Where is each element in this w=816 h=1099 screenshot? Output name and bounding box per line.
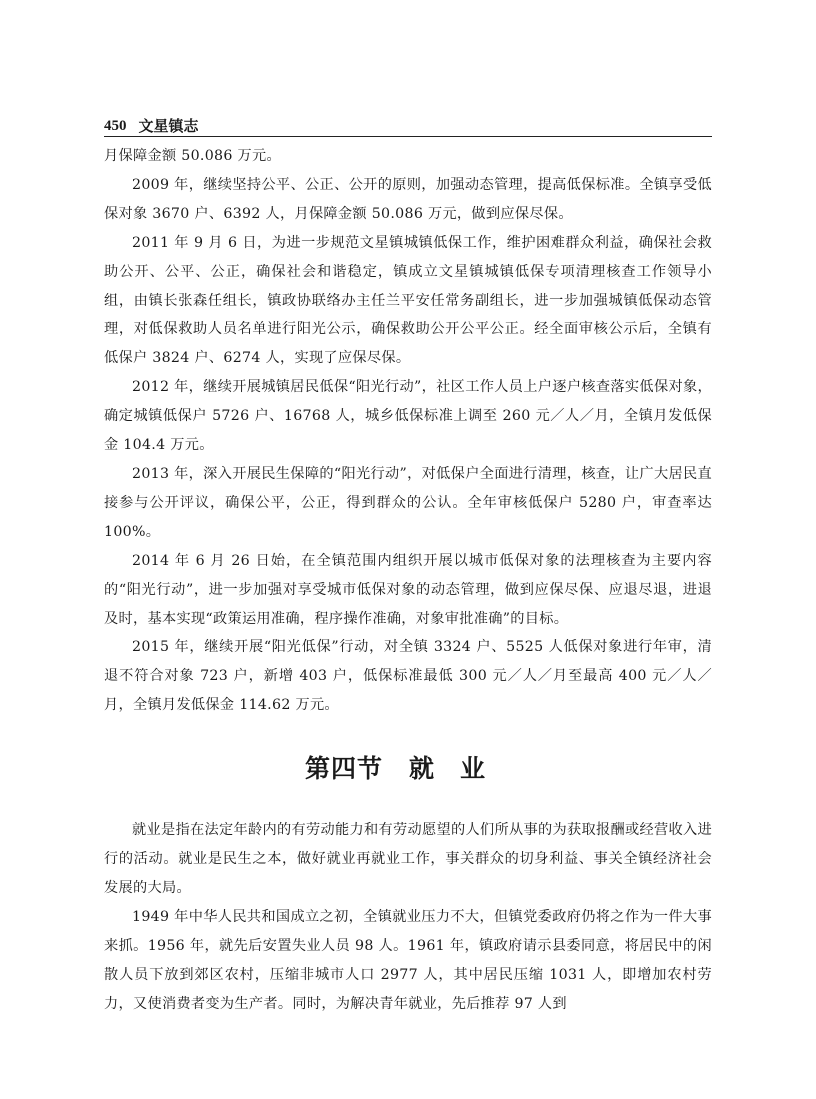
section-number: 第四节 xyxy=(304,754,383,784)
section-heading xyxy=(104,752,712,786)
paragraph: 2014 年 6 月 26 日始，在全镇范围内组织开展以城市低保对象的法理核查为主要内容的“阳光行动”，进一步加强对享受城市低保对象的动态管理，做到应保尽保、应退尽退，进退及时，基本实现“政策运用准确，程序操作准确，对象审批准确”的目标。 xyxy=(104,552,712,627)
paragraph: 2011 年 9 月 6 日，为进一步规范文星镇城镇低保工作，维护困难群众利益，确保社会救助公开、公平、公正，确保社会和谐稳定，镇成立文星镇城镇低保专项清理核查工作领导小组，由镇长张森任组长，镇政协联络办主任兰平安任常务副组长，进一步加强城镇低保动态管理，对低保救助人员名单进行阳光公示，确保救助公开公平公正。经全面审核公示后，全镇有低保户 3824 户、6274 人，实现了应保尽保。 xyxy=(104,234,712,367)
paragraph: 2012 年，继续开展城镇居民低保“阳光行动”，社区工作人员上户逐户核查落实低保对象，确定城镇低保户 5726 户、16768 人，城乡低保标准上调至 260 元／人／月，全镇月发低保金 104.4 万元。 xyxy=(104,379,712,454)
paragraph: 就业是指在法定年龄内的有劳动能力和有劳动愿望的人们所从事的为获取报酬或经营收入进行的活动。就业是民生之本，做好就业再就业工作，事关群众的切身利益、事关全镇经济社会发展的大局。 xyxy=(104,822,712,896)
paragraph: 2015 年，继续开展“阳光低保”行动，对全镇 3324 户、5525 人低保对象进行年审，清退不符合对象 723 户，新增 403 户，低保标准最低 300 元／人／月至最高 400 元／人／月，全镇月发低保金 114.62 万元。 xyxy=(104,639,712,714)
page-header xyxy=(104,114,712,137)
paragraph: 月保障金额 50.086 万元。 xyxy=(104,148,281,164)
paragraph: 2009 年，继续坚持公平、公正、公开的原则，加强动态管理，提高低保标准。全镇享受低保对象 3670 户、6392 人，月保障金额 50.086 万元，做到应保尽保。 xyxy=(104,176,712,222)
paragraph: 2013 年，深入开展民生保障的“阳光行动”，对低保户全面进行清理，核查，让广大居民直接参与公开评议，确保公平，公正，得到群众的公认。全年审核低保户 5280 户，审查率达 100%。 xyxy=(104,465,712,540)
section-title: 就业 xyxy=(409,754,512,784)
page-number: 450 xyxy=(104,118,127,134)
paragraph: 1949 年中华人民共和国成立之初，全镇就业压力不大，但镇党委政府仍将之作为一件大事来抓。1956 年，就先后安置失业人员 98 人。1961 年，镇政府请示县委同意，将居民中的闲散人员下放到郊区农村，压缩非城市人口 2977 人，其中居民压缩 1031 人，即增加农村劳力，又使消费者变为生产者。同时，为解决青年就业，先后推荐 97 人到 xyxy=(104,908,712,1012)
body-text xyxy=(104,142,712,1018)
book-title: 文星镇志 xyxy=(138,117,199,135)
